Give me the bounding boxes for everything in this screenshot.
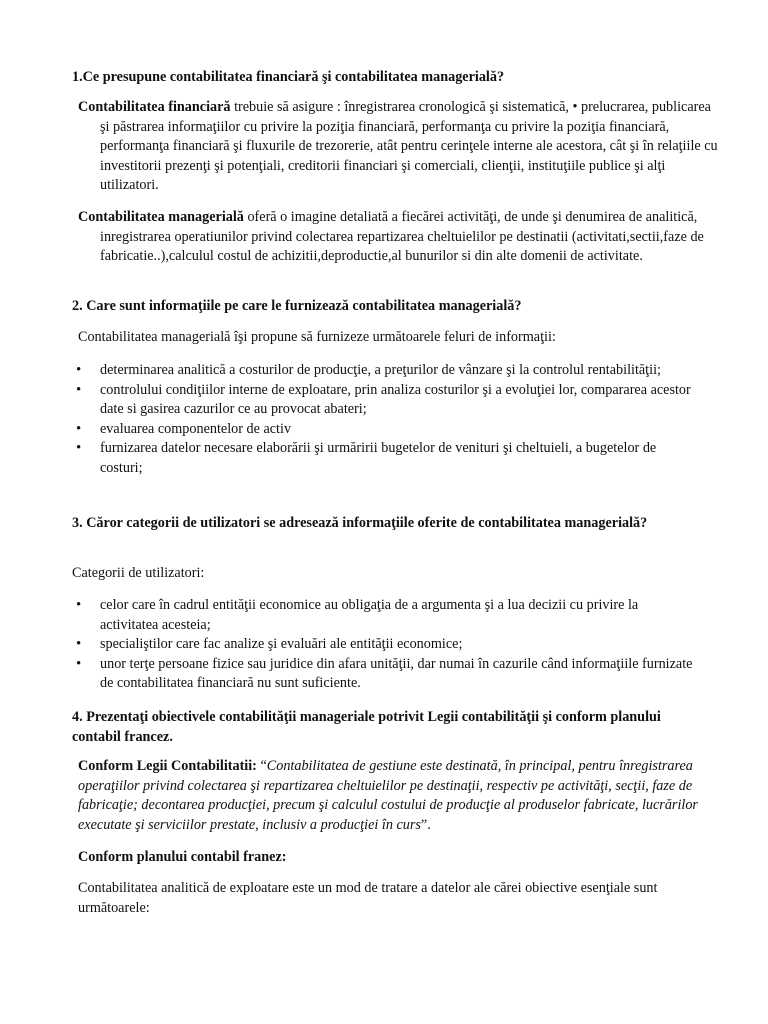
section-2-list	[72, 361, 698, 478]
legii-quote-text: Contabilitatea de gestiune este destinată, în principal, pentru înregistrarea operaţiilor privind colectarea şi repartizarea cheltuielilor pe destinaţii, respectiv pe activităţi, secţii, faze de fabricaţie; decontarea producţiei, precum şi calculul costului de producţie al produselor fabricate, lucrărilor executate şi serviciilor prestate, inclusiv a producţiei în curs	[78, 758, 698, 833]
question-1: 1.Ce presupune contabilitatea financiară şi contabilitatea managerială?	[72, 69, 505, 85]
list-item: • celor care în cadrul entităţii economice au obligaţia de a argumenta şi a lua decizii cu privire la activitatea acesteia;	[72, 596, 698, 635]
legii-open-quote: “	[256, 758, 267, 774]
plan-contabil-paragraph: Contabilitatea analitică de exploatare este un mod de tratare a datelor ale cărei obiective esenţiale sunt următoarele:	[78, 880, 658, 916]
list-item: • unor terţe persoane fizice sau juridice din afara unităţii, dar numai în cazurile când informaţiile furnizate de contabilitatea financiară nu sunt suficiente.	[72, 655, 698, 694]
legii-contabilitatii-paragraph	[78, 757, 700, 835]
question-3: 3. Căror categorii de utilizatori se adresează informaţiile oferite de contabilitatea managerială?	[72, 515, 648, 531]
managerial-accounting-text: oferă o imagine detaliată a fiecărei activităţi, de unde şi denumirea de analitică, inregistrarea operatiunilor privind colectarea repartizarea cheltuielilor pe destinatii (activitati,sectii,faze de fabricatie..),calculul costul de achizitii,deproductie,al bunurilor si din alte domenii de activitate.	[100, 209, 704, 264]
question-2: 2. Care sunt informaţiile pe care le furnizează contabilitatea managerială?	[72, 298, 522, 314]
question-4: 4. Prezentaţi obiectivele contabilităţii manageriale potrivit Legii contabilităţii şi conform planului contabil francez.	[72, 709, 661, 745]
list-item: • furnizarea datelor necesare elaborării şi urmăririi bugetelor de venituri şi cheltuieli, a bugetelor de costuri;	[72, 439, 698, 478]
term-managerial-accounting: Contabilitatea managerială	[78, 209, 244, 225]
financial-accounting-text: trebuie să asigure : înregistrarea cronologică şi sistematică, • prelucrarea, publicarea şi păstrarea informaţiilor cu privire la poziţia financiară, performanţa cu privire la poziţia financiară, performanţa financiară şi fluxurile de trezorerie, atât pentru cerinţele interne ale acestora, cât şi în relaţiile cu investitorii prezenţi şi potenţiali, creditorii financiari şi comerciali, clienţii, instituţiile publice şi alţi utilizatori.	[100, 99, 718, 193]
paragraph-managerial-accounting	[78, 208, 722, 267]
term-financial-accounting: Contabilitatea financiară	[78, 99, 231, 115]
list-item: • determinarea analitică a costurilor de producţie, a preţurilor de vânzare şi la controlul rentabilităţii;	[72, 361, 698, 381]
list-item: • controlului condiţiilor interne de exploatare, prin analiza costurilor şi a evoluţiei lor, compararea acestor date si gasirea cazurilor ce au provocat abateri;	[72, 381, 698, 420]
list-item: • evaluarea componentelor de activ	[72, 420, 698, 440]
legii-close-quote: ”.	[420, 816, 431, 833]
section-3-list	[72, 596, 698, 694]
paragraph-financial-accounting	[78, 98, 722, 196]
section-2-intro: Contabilitatea managerială îşi propune să furnizeze următoarele feluri de informaţii:	[78, 329, 556, 345]
legii-label: Conform Legii Contabilitatii:	[78, 758, 257, 774]
plan-contabil-heading: Conform planului contabil franez:	[78, 849, 287, 865]
section-3-intro: Categorii de utilizatori:	[72, 565, 205, 581]
list-item: • specialiştilor care fac analize şi evaluări ale entităţii economice;	[72, 635, 698, 655]
